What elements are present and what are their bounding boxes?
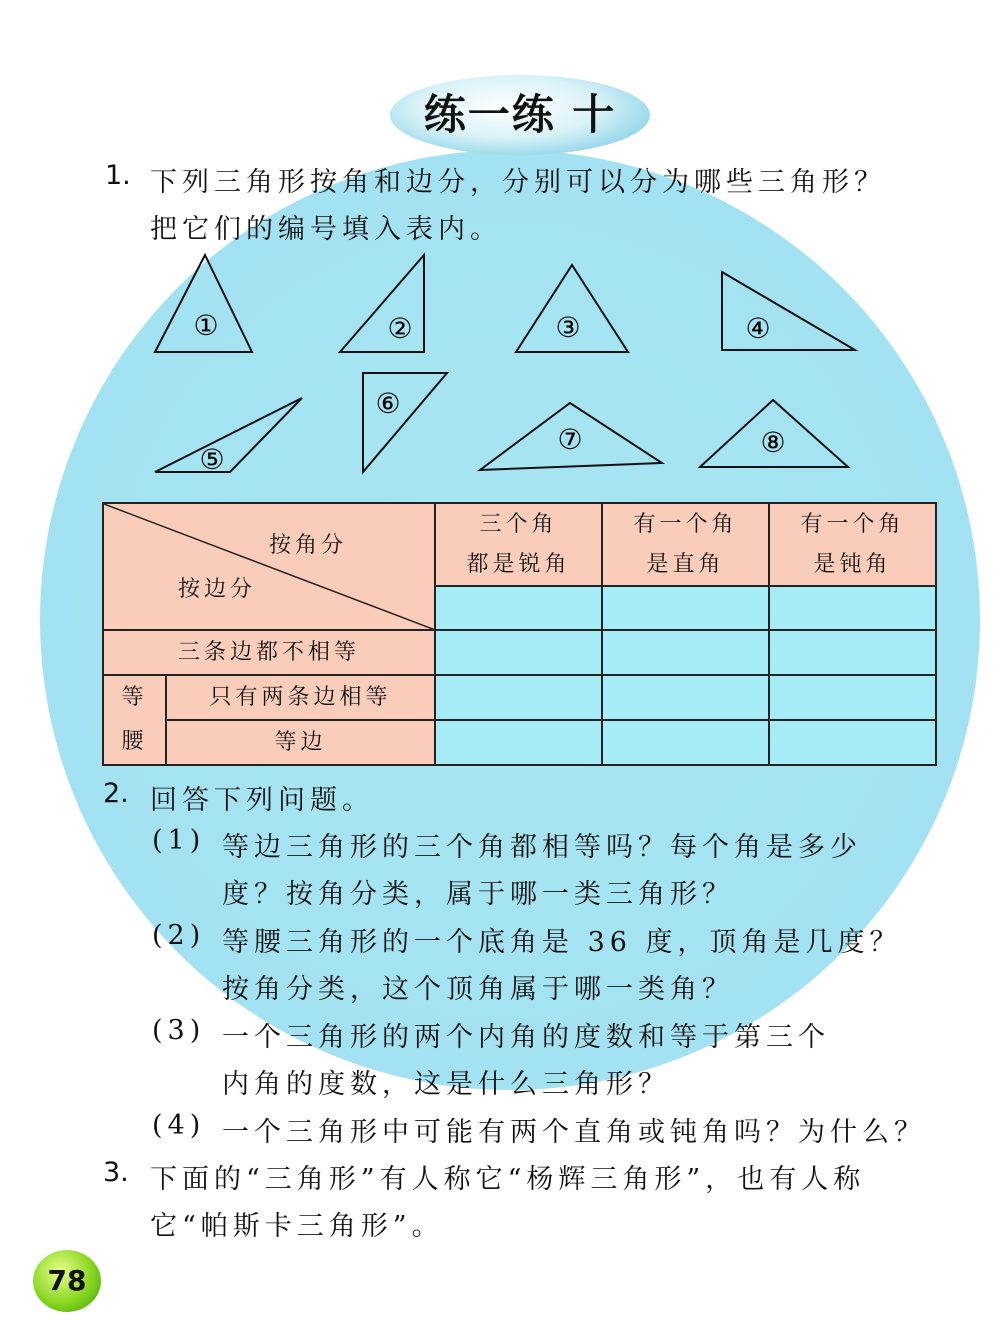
corner-cell (103, 503, 435, 630)
q2-item3-line1: 一个三角形的两个内角的度数和等于第三个 (222, 1022, 830, 1053)
q3-line2: 它“帕斯卡三角形”。 (150, 1211, 444, 1242)
q2-item2-line1: 等腰三角形的一个底角是 36 度，顶角是几度？ (222, 927, 902, 958)
q2-item2-number: (2) (152, 920, 206, 951)
triangle-label-6: ⑥ (375, 387, 401, 420)
q2-item1-line2: 度？按角分类，属于哪一类三角形？ (222, 879, 734, 910)
triangle-label-4: ④ (745, 312, 771, 345)
header-acute: 三个角 都是锐角 (435, 503, 602, 586)
row-equilateral: 等边 (166, 720, 435, 765)
triangles-figure (0, 0, 1000, 500)
classification-table (102, 502, 937, 766)
q3-number: 3. (103, 1157, 129, 1188)
answer-cell[interactable] (602, 675, 769, 720)
answer-cell[interactable] (769, 675, 936, 720)
row-group-isosceles: 等 腰 (103, 675, 166, 765)
triangle-4 (722, 272, 855, 350)
corner-top-label: 按角分 (269, 533, 348, 558)
answer-cell[interactable] (602, 630, 769, 675)
triangle-5 (155, 398, 302, 472)
q2-item1-line1: 等边三角形的三个角都相等吗？每个角是多少 (222, 832, 862, 863)
triangle-label-1: ① (193, 309, 219, 342)
q2-item4-number: (4) (152, 1110, 206, 1141)
triangle-label-3: ③ (555, 311, 581, 344)
answer-cell[interactable] (602, 720, 769, 765)
answer-cell[interactable] (602, 586, 769, 630)
row-scalene: 三条边都不相等 (103, 630, 435, 675)
triangle-label-2: ② (387, 312, 413, 345)
q2-item1-number: (1) (152, 825, 206, 856)
answer-cell[interactable] (435, 586, 602, 630)
answer-cell[interactable] (769, 630, 936, 675)
header-right: 有一个角 是直角 (602, 503, 769, 586)
page-title: 练一练 十 (390, 75, 650, 155)
answer-cell[interactable] (769, 720, 936, 765)
q3-line1: 下面的“三角形”有人称它“杨辉三角形”，也有人称 (150, 1164, 866, 1195)
corner-bottom-label: 按边分 (178, 577, 257, 602)
answer-cell[interactable] (435, 720, 602, 765)
row-isosceles: 只有两条边相等 (166, 675, 435, 720)
q2-item3-number: (3) (152, 1015, 206, 1046)
triangle-label-5: ⑤ (199, 443, 225, 476)
triangle-label-8: ⑧ (760, 426, 786, 459)
q1-line2: 把它们的编号填入表内。 (150, 214, 502, 245)
triangle-label-7: ⑦ (557, 423, 583, 456)
q1-number: 1. (105, 160, 131, 191)
q2-title: 回答下列问题。 (150, 785, 374, 816)
answer-cell[interactable] (435, 675, 602, 720)
q2-item3-line2: 内角的度数，这是什么三角形？ (222, 1069, 670, 1100)
q2-number: 2. (103, 778, 129, 809)
q1-line1: 下列三角形按角和边分，分别可以分为哪些三角形？ (150, 167, 886, 198)
page-number-badge: 78 (33, 1250, 101, 1312)
answer-cell[interactable] (435, 630, 602, 675)
q2-item4-line1: 一个三角形中可能有两个直角或钝角吗？为什么？ (222, 1117, 926, 1148)
header-obtuse: 有一个角 是钝角 (769, 503, 936, 586)
q2-item2-line2: 按角分类，这个顶角属于哪一类角？ (222, 974, 734, 1005)
answer-cell[interactable] (769, 586, 936, 630)
